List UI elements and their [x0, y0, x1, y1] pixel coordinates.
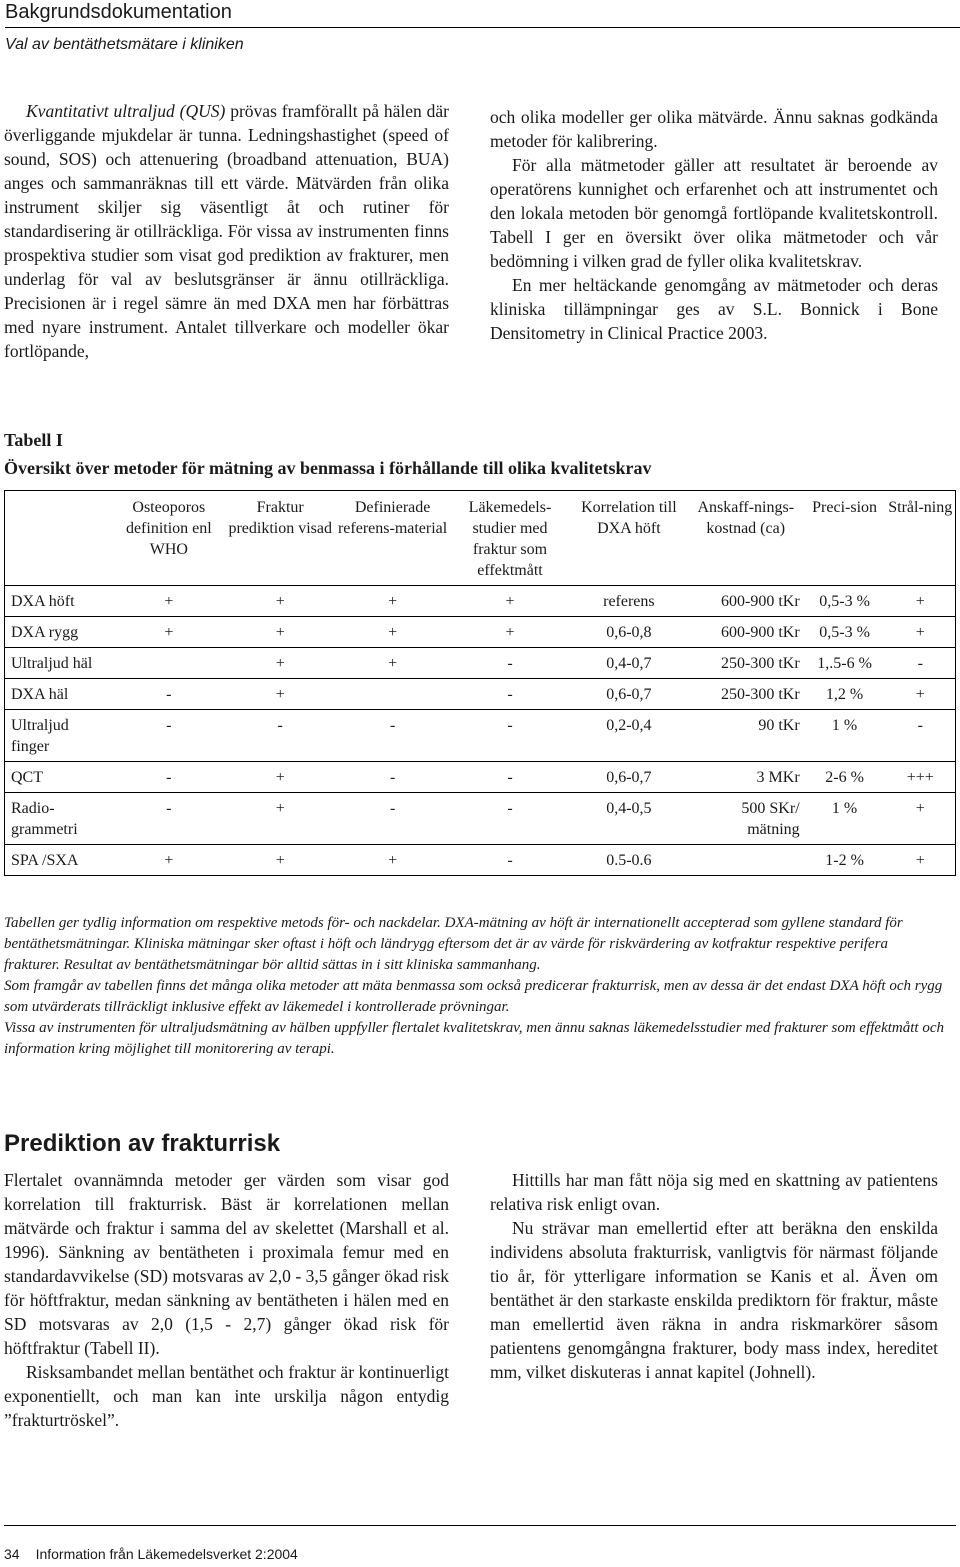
table-cell: +: [886, 845, 956, 876]
method-name-cell: Radio-grammetri: [5, 793, 113, 845]
page-footer: [4, 1546, 314, 1562]
table-cell: -: [225, 710, 335, 762]
table-row: [5, 679, 956, 710]
page-number: 34: [4, 1546, 20, 1562]
table-cell: 0,6-0,7: [570, 762, 688, 793]
section-right-p2: Nu strävar man emellertid efter att beräkna den enskilda individens absoluta frakturrisk, vanligtvis för närmast följande tio år, för ytterligare information se Kanis et al. Även om bentäthet är den starkaste enskilda prediktorn för fraktur, måste man emellertid även räkna in andra riskmarkörer såsom patientens genomgångna frakturer, body mass index, hereditet mm, vilket diskuteras i annat kapitel (Johnell).: [490, 1218, 938, 1382]
note-2: Som framgår av tabellen finns det många olika metoder att mäta benmassa som också predicerar frakturrisk, men av dessa är det endast DXA höft och rygg som utvärderats tillräckligt inklusive effekt av läkemedel i kontrollerade prövningar.: [4, 978, 943, 1015]
column-header: Definierade referens-material: [335, 491, 450, 586]
table-cell: -: [112, 762, 225, 793]
header-subtitle: Val av bentäthetsmätare i kliniken: [5, 36, 244, 53]
table-cell: [335, 679, 450, 710]
table-cell: +: [335, 586, 450, 617]
table-cell: 0,2-0,4: [570, 710, 688, 762]
method-name-cell: DXA höft: [5, 586, 113, 617]
table-row: [5, 845, 956, 876]
table-cell: +: [225, 845, 335, 876]
intro-paragraph: [4, 99, 449, 363]
section-right-column: [490, 1168, 938, 1384]
table-notes: [4, 913, 944, 1060]
table-cell: +: [886, 586, 956, 617]
table-cell: +: [886, 617, 956, 648]
method-name-cell: DXA rygg: [5, 617, 113, 648]
table-cell: 500 SKr/ mätning: [688, 793, 804, 845]
column-header: Preci-sion: [804, 491, 886, 586]
table-cell: 0,4-0,5: [570, 793, 688, 845]
method-name-cell: Ultraljud häl: [5, 648, 113, 679]
table-cell: 1 %: [804, 710, 886, 762]
method-name-cell: Ultraljud finger: [5, 710, 113, 762]
header-title: Bakgrundsdokumentation: [5, 1, 232, 23]
table-cell: -: [886, 710, 956, 762]
qus-term: Kvantitativt ultraljud (QUS): [26, 101, 226, 121]
table-cell: -: [450, 679, 570, 710]
table-cell: -: [335, 762, 450, 793]
table-cell: -: [450, 845, 570, 876]
intro-right-column: [490, 105, 938, 345]
table-cell: 1-2 %: [804, 845, 886, 876]
table-cell: +: [225, 586, 335, 617]
section-left-p1: Flertalet ovannämnda metoder ger värden som visar god korrelation till frakturrisk. Bäst är korrelationen mellan mätvärde och fraktur i samma del av skelettet (Marshall et al. 1996). Sänkning av bentätheten i proximala femur med en standardavvikelse (SD) motsvaras av 2,0 - 3,5 gånger ökad risk för höftfraktur, medan sänkning av bentätheten i hälen med en SD motsvaras av 2,0 (1,5 - 2,7) gånger ökad risk för höftfraktur (Tabell II).: [4, 1170, 449, 1358]
intro-right-p2: För alla mätmetoder gäller att resultatet är beroende av operatörens kunnighet och erfarenhet och att instrumentet och den lokala metoden bör genomgå fortlöpande kvalitetskontroll. Tabell I ger en översikt över olika mätmetoder och vår bedömning i vilken grad de fyller olika kvalitetskrav.: [490, 155, 938, 271]
table-body: [5, 586, 956, 876]
table-cell: 0,4-0,7: [570, 648, 688, 679]
table-row: [5, 586, 956, 617]
table-cell: +++: [886, 762, 956, 793]
table-cell: +: [225, 793, 335, 845]
column-header: Anskaff-nings-kostnad (ca): [688, 491, 804, 586]
table-cell: 600-900 tKr: [688, 586, 804, 617]
table-cell: +: [112, 617, 225, 648]
column-header-method: [5, 491, 113, 586]
table-label: Tabell I: [4, 430, 63, 450]
table-cell: 600-900 tKr: [688, 617, 804, 648]
intro-right-p3: En mer heltäckande genomgång av mätmetoder och deras kliniska tillämpningar ges av S.L. Bonnick i Bone Densitometry in Clinical Practice 2003.: [490, 275, 938, 343]
section-left-p2: Risksambandet mellan bentäthet och fraktur är kontinuerligt exponentiellt, och man kan inte urskilja någon entydig ”frakturtröskel”.: [4, 1362, 449, 1430]
column-header: Osteoporos definition enl WHO: [112, 491, 225, 586]
table-cell: 1,.5-6 %: [804, 648, 886, 679]
table-cell: 0,6-0,7: [570, 679, 688, 710]
method-name-cell: SPA /SXA: [5, 845, 113, 876]
table-cell: +: [225, 762, 335, 793]
column-header: Fraktur prediktion visad: [225, 491, 335, 586]
table-row: [5, 617, 956, 648]
table-cell: +: [450, 617, 570, 648]
column-header: Korrelation till DXA höft: [570, 491, 688, 586]
method-name-cell: DXA häl: [5, 679, 113, 710]
table-cell: +: [112, 845, 225, 876]
publication-name: Information från Läkemedelsverket 2:2004: [35, 1546, 298, 1562]
intro-text: prövas framförallt på hälen där överliggande mjukdelar är tunna. Ledningshastighet (speed of sound, SOS) och attenuering (broadband attenuation, BUA) anges och sammanräknas till ett värde. Mätvärden från olika instrument skiljer sig väsentligt åt och rutiner för standardisering är otillräckliga. För vissa av instrumenten finns prospektiva studier som visat god prediktion av frakturer, men underlag för val av beslutsgränser är ännu otillräckliga. Precisionen är i regel sämre än med DXA men har förbättras med nyare instrument. Antalet tillverkare och modeller ökar fortlöpande,: [4, 101, 449, 361]
table-cell: -: [335, 793, 450, 845]
section-heading: Prediktion av frakturrisk: [4, 1130, 281, 1157]
table-cell: -: [112, 710, 225, 762]
column-header: Läkemedels-studier med fraktur som effektmått: [450, 491, 570, 586]
table-cell: 2-6 %: [804, 762, 886, 793]
header-rule: [5, 27, 960, 28]
table-cell: +: [335, 648, 450, 679]
table-cell: 0,5-3 %: [804, 586, 886, 617]
table-row: [5, 710, 956, 762]
table-cell: referens: [570, 586, 688, 617]
table-cell: -: [450, 793, 570, 845]
table-cell: [112, 648, 225, 679]
note-1: Tabellen ger tydlig information om respektive metods för- och nackdelar. DXA-mätning av höft är internationellt accepterad som gyllene standard för bentäthetsmätningar. Kliniska mätningar sker oftast i höft och ländrygg eftersom det är av värde för riskvärdering av kotfraktur respektive perifera frakturer. Resultat av bentäthetsmätningar bör alltid sättas in i sitt kliniska sammanhang.: [4, 915, 903, 973]
table-cell: 3 MKr: [688, 762, 804, 793]
table-cell: +: [886, 793, 956, 845]
table-row: [5, 793, 956, 845]
table-cell: 250-300 tKr: [688, 679, 804, 710]
table-cell: +: [225, 617, 335, 648]
table-cell: 0,5-3 %: [804, 617, 886, 648]
table-cell: +: [450, 586, 570, 617]
methods-table: [4, 490, 956, 876]
table-cell: +: [225, 679, 335, 710]
page-header: [5, 0, 960, 53]
table-cell: +: [886, 679, 956, 710]
table-cell: +: [335, 845, 450, 876]
table-cell: +: [112, 586, 225, 617]
intro-left-column: [4, 99, 449, 363]
table-row: [5, 648, 956, 679]
table-cell: +: [225, 648, 335, 679]
table-cell: 1,2 %: [804, 679, 886, 710]
footer-rule: [4, 1525, 956, 1526]
table-header-row: [5, 491, 956, 586]
table-title: Översikt över metoder för mätning av benmassa i förhållande till olika kvalitetskrav: [4, 458, 652, 478]
section-right-p1: Hittills har man fått nöja sig med en skattning av patientens relativa risk enligt ovan.: [490, 1170, 938, 1214]
table-row: [5, 762, 956, 793]
table-cell: -: [450, 648, 570, 679]
table-cell: -: [112, 679, 225, 710]
intro-right-p1: och olika modeller ger olika mätvärde. Ännu saknas godkända metoder för kalibrering.: [490, 107, 938, 151]
table-cell: [688, 845, 804, 876]
table-cell: -: [112, 793, 225, 845]
table-cell: -: [450, 762, 570, 793]
table-cell: 250-300 tKr: [688, 648, 804, 679]
section-left-column: [4, 1168, 449, 1432]
table-cell: +: [335, 617, 450, 648]
method-name-cell: QCT: [5, 762, 113, 793]
table-cell: 0.5-0.6: [570, 845, 688, 876]
table-cell: 90 tKr: [688, 710, 804, 762]
column-header: Strål-ning: [886, 491, 956, 586]
table-cell: -: [450, 710, 570, 762]
note-3: Vissa av instrumenten för ultraljudsmätning av hälben uppfyller flertalet kvalitetskrav, men ännu saknas läkemedelsstudier med frakturer som effektmått och information kring möjlighet till monitorering av terapi.: [4, 1020, 944, 1057]
table-cell: -: [335, 710, 450, 762]
table-cell: 0,6-0,8: [570, 617, 688, 648]
table-cell: -: [886, 648, 956, 679]
table-cell: 1 %: [804, 793, 886, 845]
